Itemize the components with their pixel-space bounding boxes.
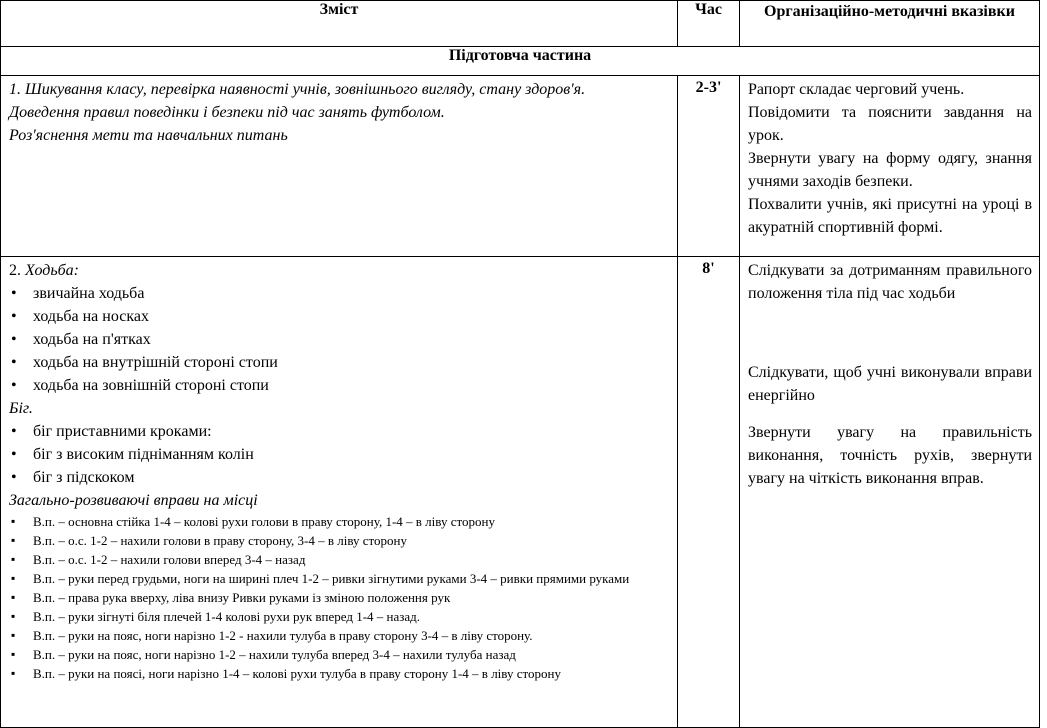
list-item: ▪ В.п. – основна стійка 1-4 – колові рухи голови в праву сторону, 1-4 – в ліву сторону [9,512,669,531]
list-item: • ходьба на носках [9,305,669,328]
time-value: 8' [702,260,715,277]
list-item: • ходьба на п'ятках [9,328,669,351]
list-item: ▪ В.п. – о.с. 1-2 – нахили голови в праву сторону, 3-4 – в ліву сторону [9,531,669,550]
notes-cell [740,76,1040,257]
list-item: ▪ В.п. – руки перед грудьми, ноги на ширині плеч 1-2 – ривки зігнутими руками 3-4 – ривки прямими руками [9,569,669,588]
content-cell [1,76,678,257]
content-cell [1,257,678,728]
list-item: • ходьба на зовнішній стороні стопи [9,374,669,397]
note-line: Слідкувати, щоб учні виконували вправи енергійно [748,364,1032,404]
list-item: ▪ В.п. – руки на пояс, ноги нарізно 1-2 - нахили тулуба в праву сторону 3-4 – в ліву сторону. [9,626,669,645]
content-line: Роз'яснення мети та навчальних питань [9,127,288,144]
table-row [1,257,1040,728]
time-cell [678,76,740,257]
table-row [1,76,1040,257]
content-line: 1. Шикування класу, перевірка наявності учнів, зовнішнього вигляду, стану здоров'я. [9,81,586,98]
note-line: Рапорт складає черговий учень. [748,81,965,98]
list-item: ▪ В.п. – руки на поясі, ноги нарізно 1-4 – колові рухи тулуба в праву сторону 1-4 – в ліву сторону [9,664,669,683]
content-line: Доведення правил поведінки і безпеки під час занять футболом. [9,104,445,121]
walking-heading: 2. Ходьба: [9,262,79,279]
note-line: Похвалити учнів, які присутні на уроці в акуратній спортивній формі. [748,196,1032,236]
time-cell [678,257,740,728]
section-row [1,47,1040,76]
note-line: Повідомити та пояснити завдання на урок. [748,104,1032,144]
header-notes: Організаційно-методичні вказівки [740,1,1040,47]
exercises-heading: Загально-розвиваючі вправи на місці [9,492,258,509]
note-line: Слідкувати за дотриманням правильного положення тіла під час ходьби [748,262,1032,302]
list-item: ▪ В.п. – руки на пояс, ноги нарізно 1-2 – нахили тулуба вперед 3-4 – нахили тулуба назад [9,645,669,664]
list-item: ▪ В.п. – руки зігнуті біля плечей 1-4 колові рухи рук вперед 1-4 – назад. [9,607,669,626]
running-list [9,420,669,489]
list-item: • біг з підскоком [9,466,669,489]
note-line: Звернути увагу на правильність виконання, точність рухів, звернути увагу на чіткість виконання вправ. [748,424,1032,487]
exercises-list [9,512,669,683]
list-item: ▪ В.п. – права рука вверху, ліва внизу Ривки руками із зміною положення рук [9,588,669,607]
header-time: Час [678,1,740,47]
header-row [1,1,1040,47]
time-value: 2-3' [695,79,722,96]
notes-cell [740,257,1040,728]
note-line: Звернути увагу на форму одягу, знання учнями заходів безпеки. [748,150,1032,190]
list-item: ▪ В.п. – о.с. 1-2 – нахили голови вперед 3-4 – назад [9,550,669,569]
section-title: Підготовча частина [1,47,1040,76]
list-item: • біг приставними кроками: [9,420,669,443]
list-item: • біг з високим підніманням колін [9,443,669,466]
list-item: • звичайна ходьба [9,282,669,305]
list-item: • ходьба на внутрішній стороні стопи [9,351,669,374]
running-heading: Біг. [9,400,33,417]
walking-list [9,282,669,397]
header-content: Зміст [1,1,678,47]
